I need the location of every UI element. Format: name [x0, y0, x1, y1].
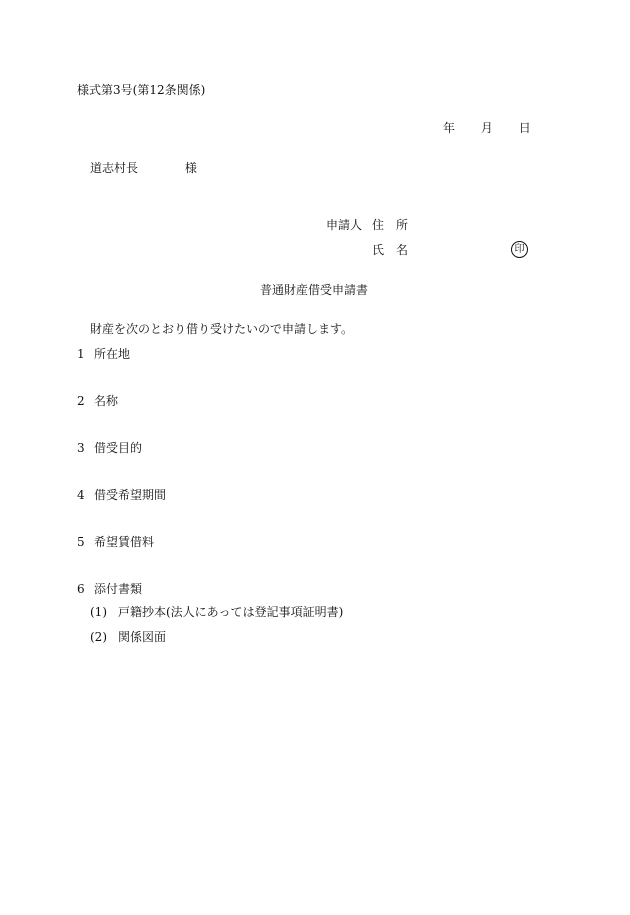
list-item — [77, 536, 154, 548]
item-number: 3 — [77, 441, 85, 455]
item-label: 希望賃借料 — [94, 535, 155, 549]
item-number: 4 — [77, 488, 85, 502]
attachment-item — [90, 606, 343, 618]
addressee-honorific: 様 — [184, 161, 197, 175]
item-number: 1 — [77, 347, 85, 361]
date-month-label: 月 — [480, 121, 493, 135]
list-item — [77, 348, 130, 360]
attachment-label: 戸籍抄本(法人にあっては登記事項証明書) — [118, 605, 344, 619]
date-year-label: 年 — [443, 121, 456, 135]
applicant-label: 申請人 — [326, 218, 363, 232]
item-label: 借受希望期間 — [94, 488, 167, 502]
date-day-label: 日 — [518, 121, 531, 135]
name-label: 氏名 — [372, 243, 421, 257]
intro-text: 財産を次のとおり借り受けたいので申請します。 — [90, 322, 354, 336]
item-number: 5 — [77, 535, 85, 549]
item-label: 所在地 — [94, 347, 131, 361]
item-number: 6 — [77, 582, 85, 596]
addressee — [90, 162, 197, 174]
list-item — [77, 489, 166, 501]
list-item — [77, 442, 142, 454]
form-number: 様式第3号(第12条関係) — [77, 83, 206, 97]
date-line — [443, 122, 531, 134]
item-label: 借受目的 — [94, 441, 143, 455]
list-item — [77, 583, 142, 595]
list-item — [77, 395, 118, 407]
attachment-item — [90, 631, 166, 643]
item-label: 添付書類 — [94, 582, 143, 596]
attachment-label: 関係図面 — [118, 630, 167, 644]
seal-mark: 印 — [511, 241, 528, 258]
item-label: 名称 — [94, 394, 119, 408]
addressee-name: 道志村長 — [90, 161, 139, 175]
document-title: 普通財産借受申請書 — [260, 283, 369, 297]
item-number: 2 — [77, 394, 85, 408]
address-label: 住所 — [372, 218, 421, 232]
attachment-number: (2) — [90, 630, 107, 644]
attachment-number: (1) — [90, 605, 107, 619]
